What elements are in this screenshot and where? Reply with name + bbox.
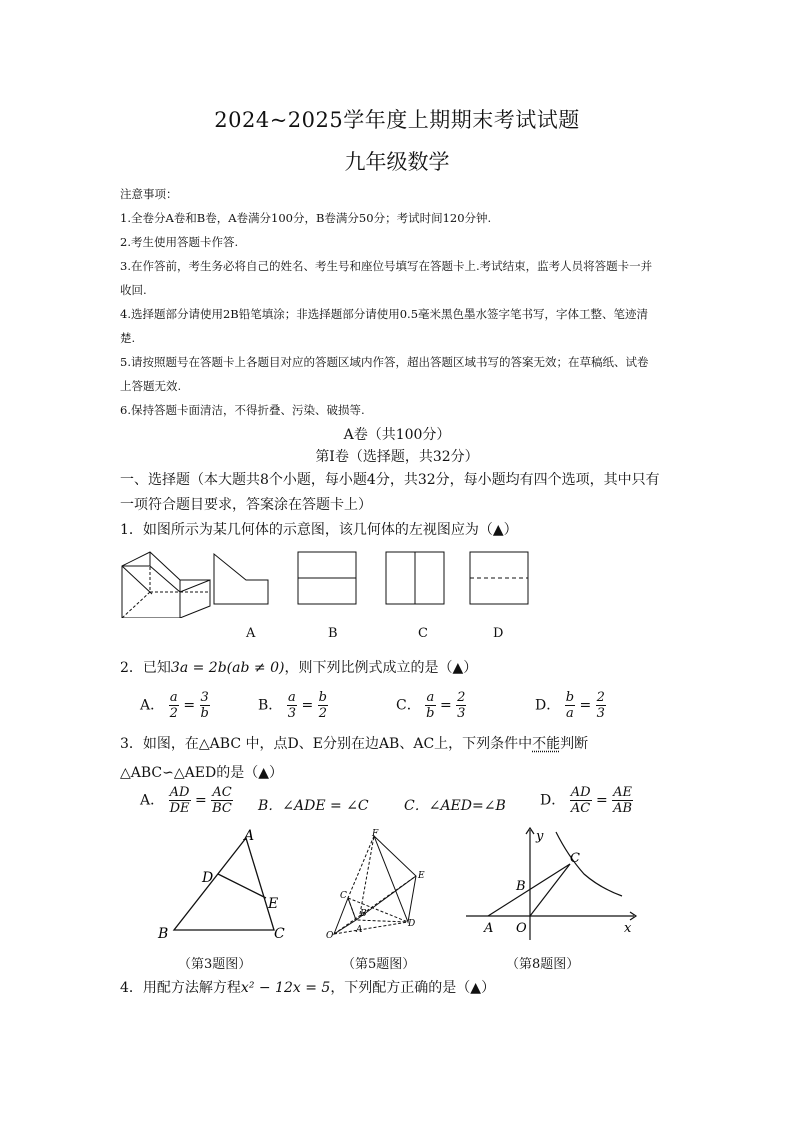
q2-option-a xyxy=(140,690,210,721)
point-label: E xyxy=(268,896,279,912)
fraction-numerator: AE xyxy=(613,785,633,800)
note-line: 2.考生使用答题卡作答. xyxy=(120,235,239,249)
fraction-denominator: 3 xyxy=(287,706,297,721)
fraction xyxy=(596,690,606,721)
figure-3 xyxy=(150,826,300,944)
question-2-suffix: ，则下列比例式成立的是（▲） xyxy=(284,660,478,676)
q3-option-b: B．∠ADE = ∠C xyxy=(258,798,369,814)
fraction xyxy=(200,690,210,721)
fraction-numerator: 2 xyxy=(596,690,605,705)
axis-label: x xyxy=(624,921,632,936)
fraction-numerator: AC xyxy=(212,785,232,800)
fraction-numerator: AD xyxy=(570,785,591,800)
note-line: 3.在作答前，考生务必将自己的姓名、考生号和座位号填写在答题卡上.考试结束，监考人员将答题卡一并 xyxy=(120,259,653,273)
note-line: 楚. xyxy=(120,331,136,345)
fraction-numerator: b xyxy=(318,690,327,705)
fraction xyxy=(612,785,633,816)
fraction-denominator: 2 xyxy=(318,706,327,721)
equals-sign: = xyxy=(194,792,207,809)
point-label: C xyxy=(570,851,580,866)
option-label: B xyxy=(328,626,338,641)
point-label: A xyxy=(484,921,494,936)
fraction xyxy=(287,690,297,721)
q3-option-a xyxy=(140,785,233,816)
fraction-numerator: a xyxy=(169,690,178,705)
point-label: C xyxy=(340,891,347,901)
question-3-line2: △ABC∽△AED的是（▲） xyxy=(120,765,283,781)
fraction-denominator: AC xyxy=(570,801,591,816)
q2-option-c xyxy=(396,690,466,721)
part1-heading: 第Ⅰ卷（选择题，共32分） xyxy=(315,449,479,465)
fraction-denominator: 3 xyxy=(457,706,466,721)
note-line: 上答题无效. xyxy=(120,379,182,393)
question-1-text: 1．如图所示为某几何体的示意图，该几何体的左视图应为（▲） xyxy=(120,522,518,538)
figure-5 xyxy=(322,826,442,944)
figure-caption: （第8题图） xyxy=(506,957,580,972)
question-3-emphasis: 不能 xyxy=(532,736,561,752)
note-line: 6.保持答题卡面清洁，不得折叠、污染、破损等. xyxy=(120,403,365,417)
exam-subject: 九年级数学 xyxy=(344,150,450,174)
fraction-numerator: a xyxy=(288,690,296,705)
option-letter: D． xyxy=(540,792,566,809)
option-letter: B． xyxy=(258,697,283,714)
equals-sign: = xyxy=(579,697,592,714)
option-letter: D． xyxy=(535,697,561,714)
question-3-line1 xyxy=(120,733,588,753)
axis-label: y xyxy=(536,829,544,844)
fraction-numerator: 3 xyxy=(200,690,209,705)
fraction xyxy=(211,785,233,816)
fraction-denominator: 2 xyxy=(169,706,178,721)
fraction-denominator: AB xyxy=(613,801,633,816)
option-letter: A． xyxy=(140,792,165,809)
question-2-text xyxy=(120,657,477,677)
point-label: E xyxy=(418,871,425,881)
option-label: A xyxy=(246,626,256,641)
point-label: O xyxy=(516,921,527,936)
fraction xyxy=(570,785,592,816)
note-line: 收回. xyxy=(120,283,147,297)
question-2-prefix: 2．已知 xyxy=(120,660,171,676)
fraction-denominator: DE xyxy=(169,801,190,816)
fraction-numerator: 2 xyxy=(457,690,466,705)
point-label: D xyxy=(408,919,416,929)
q2-option-d xyxy=(535,690,606,721)
instructions-line: 一、选择题（本大题共8个小题，每小题4分，共32分，每小题均有四个选项，其中只有 xyxy=(120,472,660,488)
fraction xyxy=(425,690,435,721)
point-label: C xyxy=(274,926,285,942)
point-label: B xyxy=(516,879,526,894)
fraction xyxy=(456,690,466,721)
question-3-text: 判断 xyxy=(560,736,589,752)
point-label: F xyxy=(372,829,379,839)
section-a-heading: A卷（共100分） xyxy=(343,427,451,443)
option-label: C xyxy=(418,626,428,641)
instructions-line: 一项符合题目要求，答案涂在答题卡上） xyxy=(120,497,372,513)
figure-8 xyxy=(462,826,642,944)
question-3-text: 3．如图，在△ABC 中，点D、E分别在边AB、AC上，下列条件中 xyxy=(120,736,533,752)
fraction-denominator: b xyxy=(200,706,209,721)
fraction-denominator: a xyxy=(565,706,574,721)
option-letter: A． xyxy=(140,697,165,714)
point-label: D xyxy=(202,870,214,886)
notes-heading: 注意事项： xyxy=(120,187,178,201)
point-label: A xyxy=(244,828,255,844)
q3-option-d xyxy=(540,785,633,816)
note-line: 1.全卷分A卷和B卷，A卷满分100分，B卷满分50分；考试时间120分钟. xyxy=(120,211,492,225)
question-4-text xyxy=(120,977,495,997)
note-line: 5.请按照题号在答题卡上各题目对应的答题区域内作答，超出答题区域书写的答案无效；在草稿纸、试卷 xyxy=(120,355,649,369)
fraction-denominator: 3 xyxy=(596,706,605,721)
point-label: A xyxy=(356,925,363,935)
fraction xyxy=(318,690,328,721)
point-label: B xyxy=(158,926,169,942)
option-letter: C． xyxy=(396,697,421,714)
equals-sign: = xyxy=(595,792,608,809)
fraction-denominator: BC xyxy=(212,801,232,816)
equals-sign: = xyxy=(183,697,196,714)
fraction-numerator: AD xyxy=(169,785,190,800)
q3-option-c: C．∠AED=∠B xyxy=(404,798,506,814)
fraction xyxy=(169,785,191,816)
question-1-figures xyxy=(118,546,538,618)
question-4-equation: x² − 12x = 5 xyxy=(240,980,331,996)
fraction-numerator: b xyxy=(565,690,575,705)
figure-caption: （第3题图） xyxy=(178,957,252,972)
figure-caption: （第5题图） xyxy=(342,957,416,972)
question-2-condition: 3a = 2b(ab ≠ 0) xyxy=(170,660,285,676)
fraction-denominator: b xyxy=(426,706,435,721)
option-label: D xyxy=(493,626,504,641)
fraction xyxy=(565,690,575,721)
exam-title: 2024~2025学年度上期期末考试试题 xyxy=(214,108,580,132)
point-label: B xyxy=(360,909,367,919)
fraction-numerator: a xyxy=(426,690,435,705)
question-4-suffix: ，下列配方正确的是（▲） xyxy=(330,980,496,996)
point-label: O xyxy=(326,931,334,941)
q2-option-b xyxy=(258,690,328,721)
question-4-prefix: 4．用配方法解方程 xyxy=(120,980,241,996)
equals-sign: = xyxy=(439,697,452,714)
fraction xyxy=(169,690,179,721)
equals-sign: = xyxy=(301,697,314,714)
note-line: 4.选择题部分请使用2B铅笔填涂；非选择题部分请使用0.5毫米黑色墨水签字笔书写，字体工整、笔迹清 xyxy=(120,307,649,321)
